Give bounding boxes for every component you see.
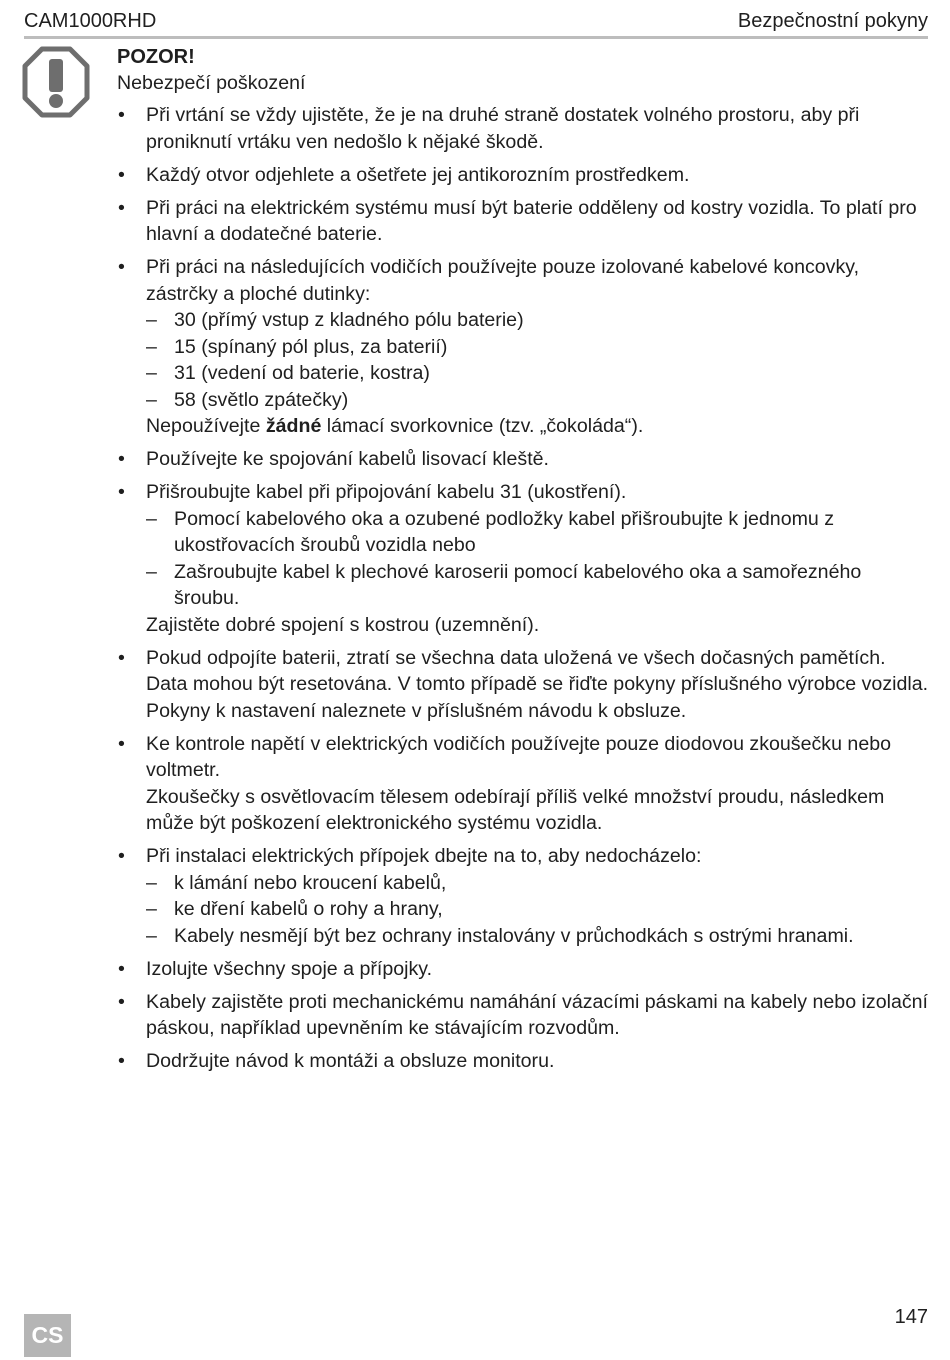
sub-list-item: – 30 (přímý vstup z kladného pólu baterie) xyxy=(146,307,932,334)
page-number: 147 xyxy=(894,1306,928,1328)
signal-word: POZOR! xyxy=(117,46,195,68)
section-title: Bezpečnostní pokyny xyxy=(737,10,928,32)
sub-list-item: – 15 (spínaný pól plus, za baterií) xyxy=(146,334,932,361)
item-text: Dodržujte návod k montáži a obsluze monitoru. xyxy=(146,1050,555,1072)
dash-icon: – xyxy=(146,898,157,920)
item-text: Přišroubujte kabel při připojování kabelu 31 (ukostření). xyxy=(146,481,627,503)
bullet-icon: • xyxy=(118,957,125,980)
item-text: Každý otvor odjehlete a ošetřete jej antikorozním prostředkem. xyxy=(146,163,690,186)
exclamation-octagon-icon xyxy=(22,46,90,118)
bullet-icon: • xyxy=(118,481,125,503)
bullet-icon: • xyxy=(118,732,125,755)
sub-list-item: – Pomocí kabelového oka a ozubené podložky kabel přišroubujte k jednomu z ukostřovacích šroubů vozidla nebo xyxy=(146,507,835,556)
dash-icon: – xyxy=(146,309,157,331)
dash-icon: – xyxy=(146,362,157,384)
list-item xyxy=(117,843,932,949)
sub-list-item: – ke dření kabelů o rohy a hrany, xyxy=(146,896,932,923)
dash-icon: – xyxy=(146,924,157,947)
sub-list xyxy=(146,506,932,612)
item-text: Ke kontrole napětí v elektrických vodičích používejte pouze diodovou zkoušečku nebo voltmetr. xyxy=(146,732,892,781)
dash-icon: – xyxy=(146,560,157,583)
model-name: CAM1000RHD xyxy=(24,10,157,32)
sub-list-item: – Kabely nesmějí být bez ochrany instalovány v průchodkách s ostrými hranami. xyxy=(146,923,932,950)
bullet-icon: • xyxy=(118,990,125,1013)
safety-instruction-list xyxy=(117,102,932,1075)
bullet-icon: • xyxy=(118,163,125,186)
item-note: Zkoušečky s osvětlovacím tělesem odebírají příliš velké množství proudu, následkem může být poškození elektronického systému vozidla. xyxy=(146,785,885,834)
item-note: Zajistěte dobré spojení s kostrou (uzemnění). xyxy=(146,613,540,636)
sub-list-item: – 31 (vedení od baterie, kostra) xyxy=(146,360,932,387)
list-item xyxy=(117,1048,932,1075)
item-text: Při práci na následujících vodičích používejte pouze izolované kabelové koncovky, zástrčky a ploché dutinky: xyxy=(146,256,860,305)
bullet-icon: • xyxy=(118,646,125,669)
bullet-icon: • xyxy=(118,1050,125,1072)
list-item xyxy=(117,956,932,983)
list-item xyxy=(117,479,932,638)
sub-list-item: – k lámání nebo kroucení kabelů, xyxy=(146,870,932,897)
list-item xyxy=(117,989,932,1042)
list-item xyxy=(117,162,932,189)
hazard-subtitle: Nebezpečí poškození xyxy=(117,72,306,94)
list-item xyxy=(117,731,932,837)
item-text: Kabely zajistěte proti mechanickému namáhání vázacími páskami na kabely nebo izolační páskou, například upevněním ke stávajícím rozvodům. xyxy=(146,990,928,1039)
dash-icon: – xyxy=(146,388,157,411)
bullet-icon: • xyxy=(118,845,125,867)
bullet-icon: • xyxy=(118,104,125,126)
list-item xyxy=(117,645,932,725)
dash-icon: – xyxy=(146,871,157,894)
sub-list xyxy=(146,870,932,950)
warning-block xyxy=(117,44,932,1081)
bullet-icon: • xyxy=(118,448,125,470)
list-item xyxy=(117,254,932,440)
item-text: Při vrtání se vždy ujistěte, že je na druhé straně dostatek volného prostoru, aby při proniknutí vrtáku ven nedošlo k nějaké škodě. xyxy=(146,104,860,153)
emphasis: žádné xyxy=(265,415,322,437)
item-text: Pokud odpojíte baterii, ztratí se všechna data uložená ve všech dočasných pamětích. Data mohou být resetována. V tomto případě se řiďte pokyny příslušného výrobce vozidla. Pokyny k nastavení naleznete v příslušném návodu k obsluze. xyxy=(146,646,929,722)
list-item xyxy=(117,446,932,473)
page-header xyxy=(24,8,928,39)
dash-icon: – xyxy=(146,335,157,358)
language-badge: CS xyxy=(24,1314,71,1357)
sub-list-item: – Zašroubujte kabel k plechové karoserii pomocí kabelového oka a samořezného šroubu. xyxy=(146,560,862,609)
list-item xyxy=(117,195,932,248)
item-text: Používejte ke spojování kabelů lisovací kleště. xyxy=(146,448,549,470)
sub-list xyxy=(146,307,932,413)
bullet-icon: • xyxy=(118,196,125,219)
dash-icon: – xyxy=(146,507,157,530)
bullet-icon: • xyxy=(118,256,125,278)
item-text: Při instalaci elektrických přípojek dbejte na to, aby nedocházelo: xyxy=(146,845,702,867)
list-item xyxy=(117,102,932,155)
item-text: Při práci na elektrickém systému musí být baterie odděleny od kostry vozidla. To platí pro hlavní a dodatečné baterie. xyxy=(146,196,917,245)
item-note: Nepoužívejte žádné lámací svorkovnice (tzv. „čokoláda“). xyxy=(146,415,644,437)
sub-list-item: – 58 (světlo zpátečky) xyxy=(146,387,932,414)
item-text: Izolujte všechny spoje a přípojky. xyxy=(146,957,433,980)
